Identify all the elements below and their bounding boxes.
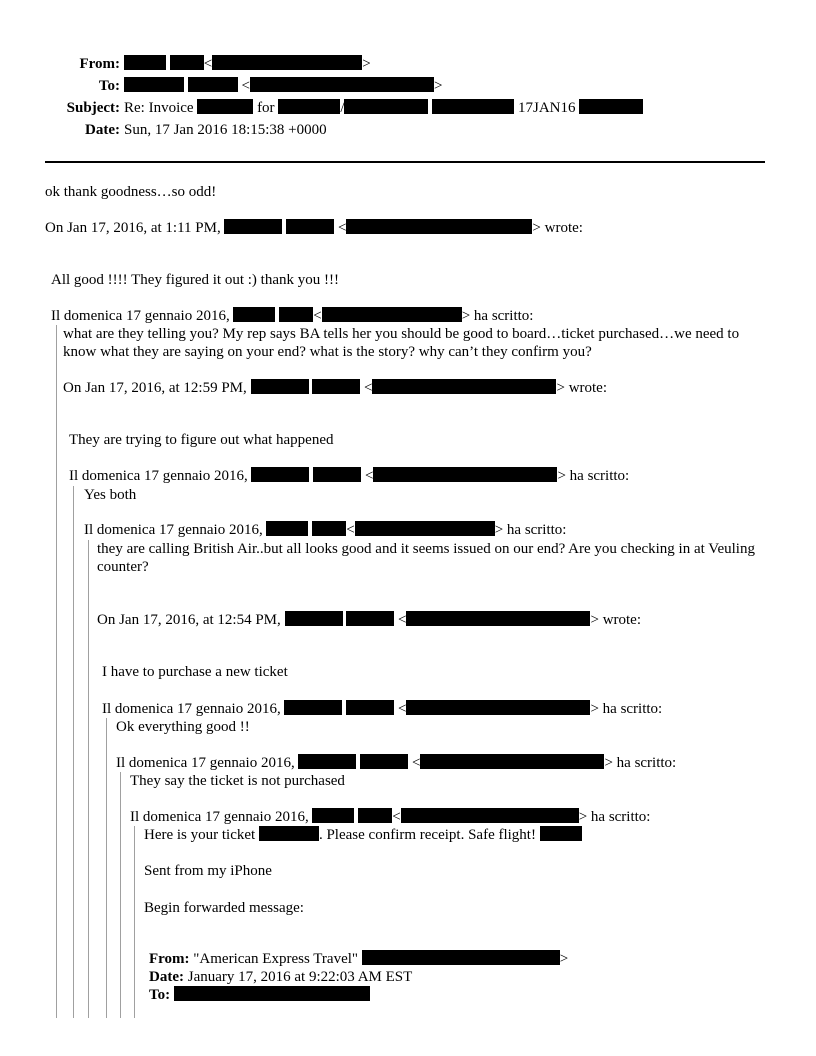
quote-attribution: Il domenica 17 gennaio 2016, < > ha scritto:	[51, 308, 534, 324]
date-value: Sun, 17 Jan 2016 18:15:38 +0000	[124, 122, 327, 138]
redaction-box	[313, 467, 361, 482]
header-divider	[45, 161, 765, 163]
quote-attribution: Il domenica 17 gennaio 2016, < > ha scritto:	[130, 809, 651, 825]
body-paragraph: they are calling British Air..but all looks good and it seems issued on our end? Are you checking in at Veuling counter?	[97, 541, 755, 575]
redaction-box	[197, 99, 253, 114]
redaction-box	[362, 950, 560, 965]
to-value: < >	[124, 77, 442, 95]
forwarded-to	[149, 986, 370, 1004]
quote-level-line	[120, 772, 121, 1018]
subject-prefix: Re: Invoice	[124, 100, 194, 116]
redaction-box	[346, 219, 532, 234]
redaction-box	[322, 307, 462, 322]
body-line: Sent from my iPhone	[144, 863, 272, 879]
body-line: Ok everything good !!	[116, 719, 250, 735]
body-line: Yes both	[84, 487, 137, 503]
quote-attribution: Il domenica 17 gennaio 2016, < > ha scritto:	[102, 701, 663, 717]
redaction-box	[373, 467, 557, 482]
redaction-box	[358, 808, 392, 823]
to-label: To:	[98, 78, 120, 94]
body-line: ok thank goodness…so odd!	[45, 184, 217, 200]
redaction-box	[346, 700, 394, 715]
redaction-box	[188, 77, 238, 92]
redaction-box	[233, 307, 275, 322]
forwarded-date-label: Date:	[149, 969, 184, 985]
quote-attribution: Il domenica 17 gennaio 2016, < > ha scritto:	[116, 755, 677, 771]
subject-for: for	[257, 100, 275, 116]
redaction-box	[251, 379, 309, 394]
forwarded-from-value: "American Express Travel"	[193, 951, 359, 967]
redaction-box	[406, 700, 590, 715]
redaction-box	[266, 521, 308, 536]
redaction-box	[285, 611, 343, 626]
quote-attribution: Il domenica 17 gennaio 2016, < > ha scritto:	[69, 468, 630, 484]
redaction-box	[279, 307, 313, 322]
redaction-box	[344, 99, 428, 114]
quote-level-line	[73, 486, 74, 1018]
redaction-box	[420, 754, 604, 769]
redaction-box	[278, 99, 340, 114]
quote-attribution: On Jan 17, 2016, at 12:54 PM, < > wrote:	[97, 612, 642, 628]
quote-attribution: Il domenica 17 gennaio 2016, < > ha scritto:	[84, 522, 567, 538]
redaction-box	[355, 521, 495, 536]
body-line: They say the ticket is not purchased	[130, 773, 345, 789]
redaction-box	[401, 808, 579, 823]
redaction-box	[250, 77, 434, 92]
body-line: I have to purchase a new ticket	[102, 664, 288, 680]
subject-label: Subject:	[66, 100, 120, 116]
body-line: All good !!!! They figured it out :) thank you !!!	[51, 272, 339, 288]
redaction-box	[432, 99, 514, 114]
redaction-box	[212, 55, 362, 70]
redaction-box	[579, 99, 643, 114]
from-value: < >	[124, 55, 371, 73]
redaction-box	[372, 379, 556, 394]
redaction-box	[540, 826, 582, 841]
redaction-box	[312, 379, 360, 394]
redaction-box	[251, 467, 309, 482]
quote-attribution: On Jan 17, 2016, at 1:11 PM, < > wrote:	[45, 220, 583, 236]
redaction-box	[284, 700, 342, 715]
subject-value	[124, 99, 643, 117]
date-label: Date:	[85, 122, 120, 138]
redaction-box	[170, 55, 204, 70]
body-line: Here is your ticket . Please confirm receipt. Safe flight!	[144, 826, 582, 844]
quote-attribution: On Jan 17, 2016, at 12:59 PM, < > wrote:	[63, 380, 608, 396]
body-paragraph: what are they telling you? My rep says BA tells her you should be good to board…ticket purchased…we need to know what they are saying on your end? what is the story? why can’t they confirm you?	[63, 326, 740, 360]
redaction-box	[286, 219, 334, 234]
redaction-box	[174, 986, 370, 1001]
subject-date-code: 17JAN16	[517, 100, 576, 116]
redaction-box	[346, 611, 394, 626]
redaction-box	[298, 754, 356, 769]
redaction-box	[312, 521, 346, 536]
redaction-box	[360, 754, 408, 769]
subject-slash: /	[340, 100, 345, 116]
quote-level-line	[56, 325, 57, 1018]
redaction-box	[312, 808, 354, 823]
forwarded-date	[149, 968, 412, 986]
forwarded-date-value: January 17, 2016 at 9:22:03 AM EST	[187, 969, 413, 985]
from-label: From:	[79, 56, 120, 72]
redaction-box	[224, 219, 282, 234]
body-line: Begin forwarded message:	[144, 900, 304, 916]
quote-level-line	[106, 718, 107, 1018]
quote-level-line	[88, 540, 89, 1018]
body-line: They are trying to figure out what happened	[69, 432, 334, 448]
redaction-box	[124, 55, 166, 70]
redaction-box	[124, 77, 184, 92]
forwarded-from: From: "American Express Travel" >	[149, 951, 569, 967]
redaction-box	[406, 611, 590, 626]
quote-level-line	[134, 826, 135, 1018]
redaction-box	[259, 826, 319, 841]
forwarded-from-label: From:	[149, 951, 190, 967]
forwarded-to-label: To:	[149, 987, 171, 1003]
